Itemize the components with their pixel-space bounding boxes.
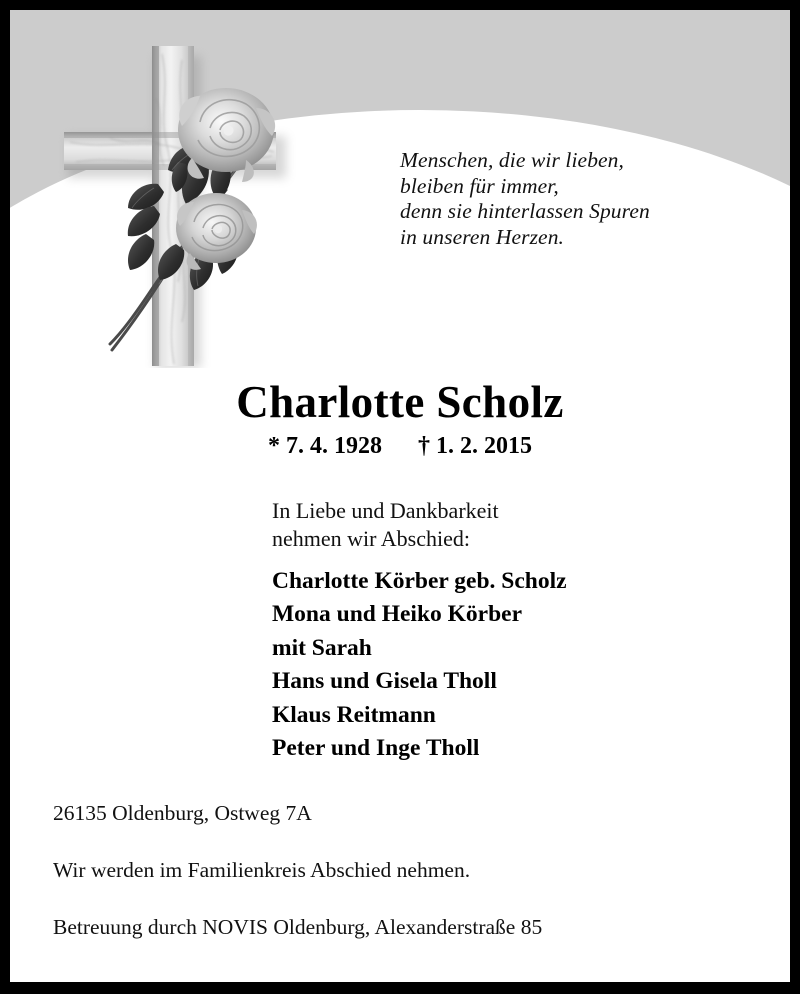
cross-with-roses-icon: [50, 38, 300, 368]
epigraph-line: in unseren Herzen.: [400, 224, 565, 249]
mourner-name: Peter und Inge Tholl: [272, 735, 480, 762]
mourning-intro-line: nehmen wir Abschied:: [272, 526, 470, 551]
death-symbol: †: [418, 433, 430, 459]
funeral-home-line: Betreuung durch NOVIS Oldenburg, Alexanderstraße 85: [53, 915, 543, 939]
mourning-intro-line: In Liebe und Dankbarkeit: [272, 498, 499, 523]
footer-spacer: [53, 883, 753, 914]
mourning-intro: [272, 497, 732, 553]
mourner-names-list: [272, 565, 732, 765]
address-line: 26135 Oldenburg, Ostweg 7A: [53, 801, 312, 825]
mourners-block: [272, 497, 732, 765]
mourner-name: Charlotte Körber geb. Scholz: [272, 568, 567, 594]
deceased-block: [10, 376, 790, 460]
birth-symbol: *: [268, 433, 280, 459]
epigraph-line: denn sie hinterlassen Spuren: [400, 199, 650, 223]
footer-block: [53, 800, 753, 940]
birth-date: 7. 4. 1928: [286, 433, 382, 459]
deceased-name: Charlotte Scholz: [236, 377, 564, 427]
footer-spacer: [53, 826, 753, 857]
mourner-name: Klaus Reitmann: [272, 701, 436, 728]
epigraph-line: bleiben für immer,: [400, 173, 559, 198]
mourner-name: Mona und Heiko Körber: [272, 601, 523, 628]
notice-inner-area: [10, 10, 790, 982]
epigraph-verse: [400, 148, 650, 250]
mourner-name: mit Sarah: [272, 634, 372, 661]
epigraph-line: Menschen, die wir lieben,: [400, 148, 625, 172]
life-dates: [10, 432, 790, 460]
ceremony-note: Wir werden im Familienkreis Abschied nehmen.: [53, 858, 471, 882]
death-date: 1. 2. 2015: [436, 433, 532, 459]
mourner-name: Hans und Gisela Tholl: [272, 668, 497, 695]
